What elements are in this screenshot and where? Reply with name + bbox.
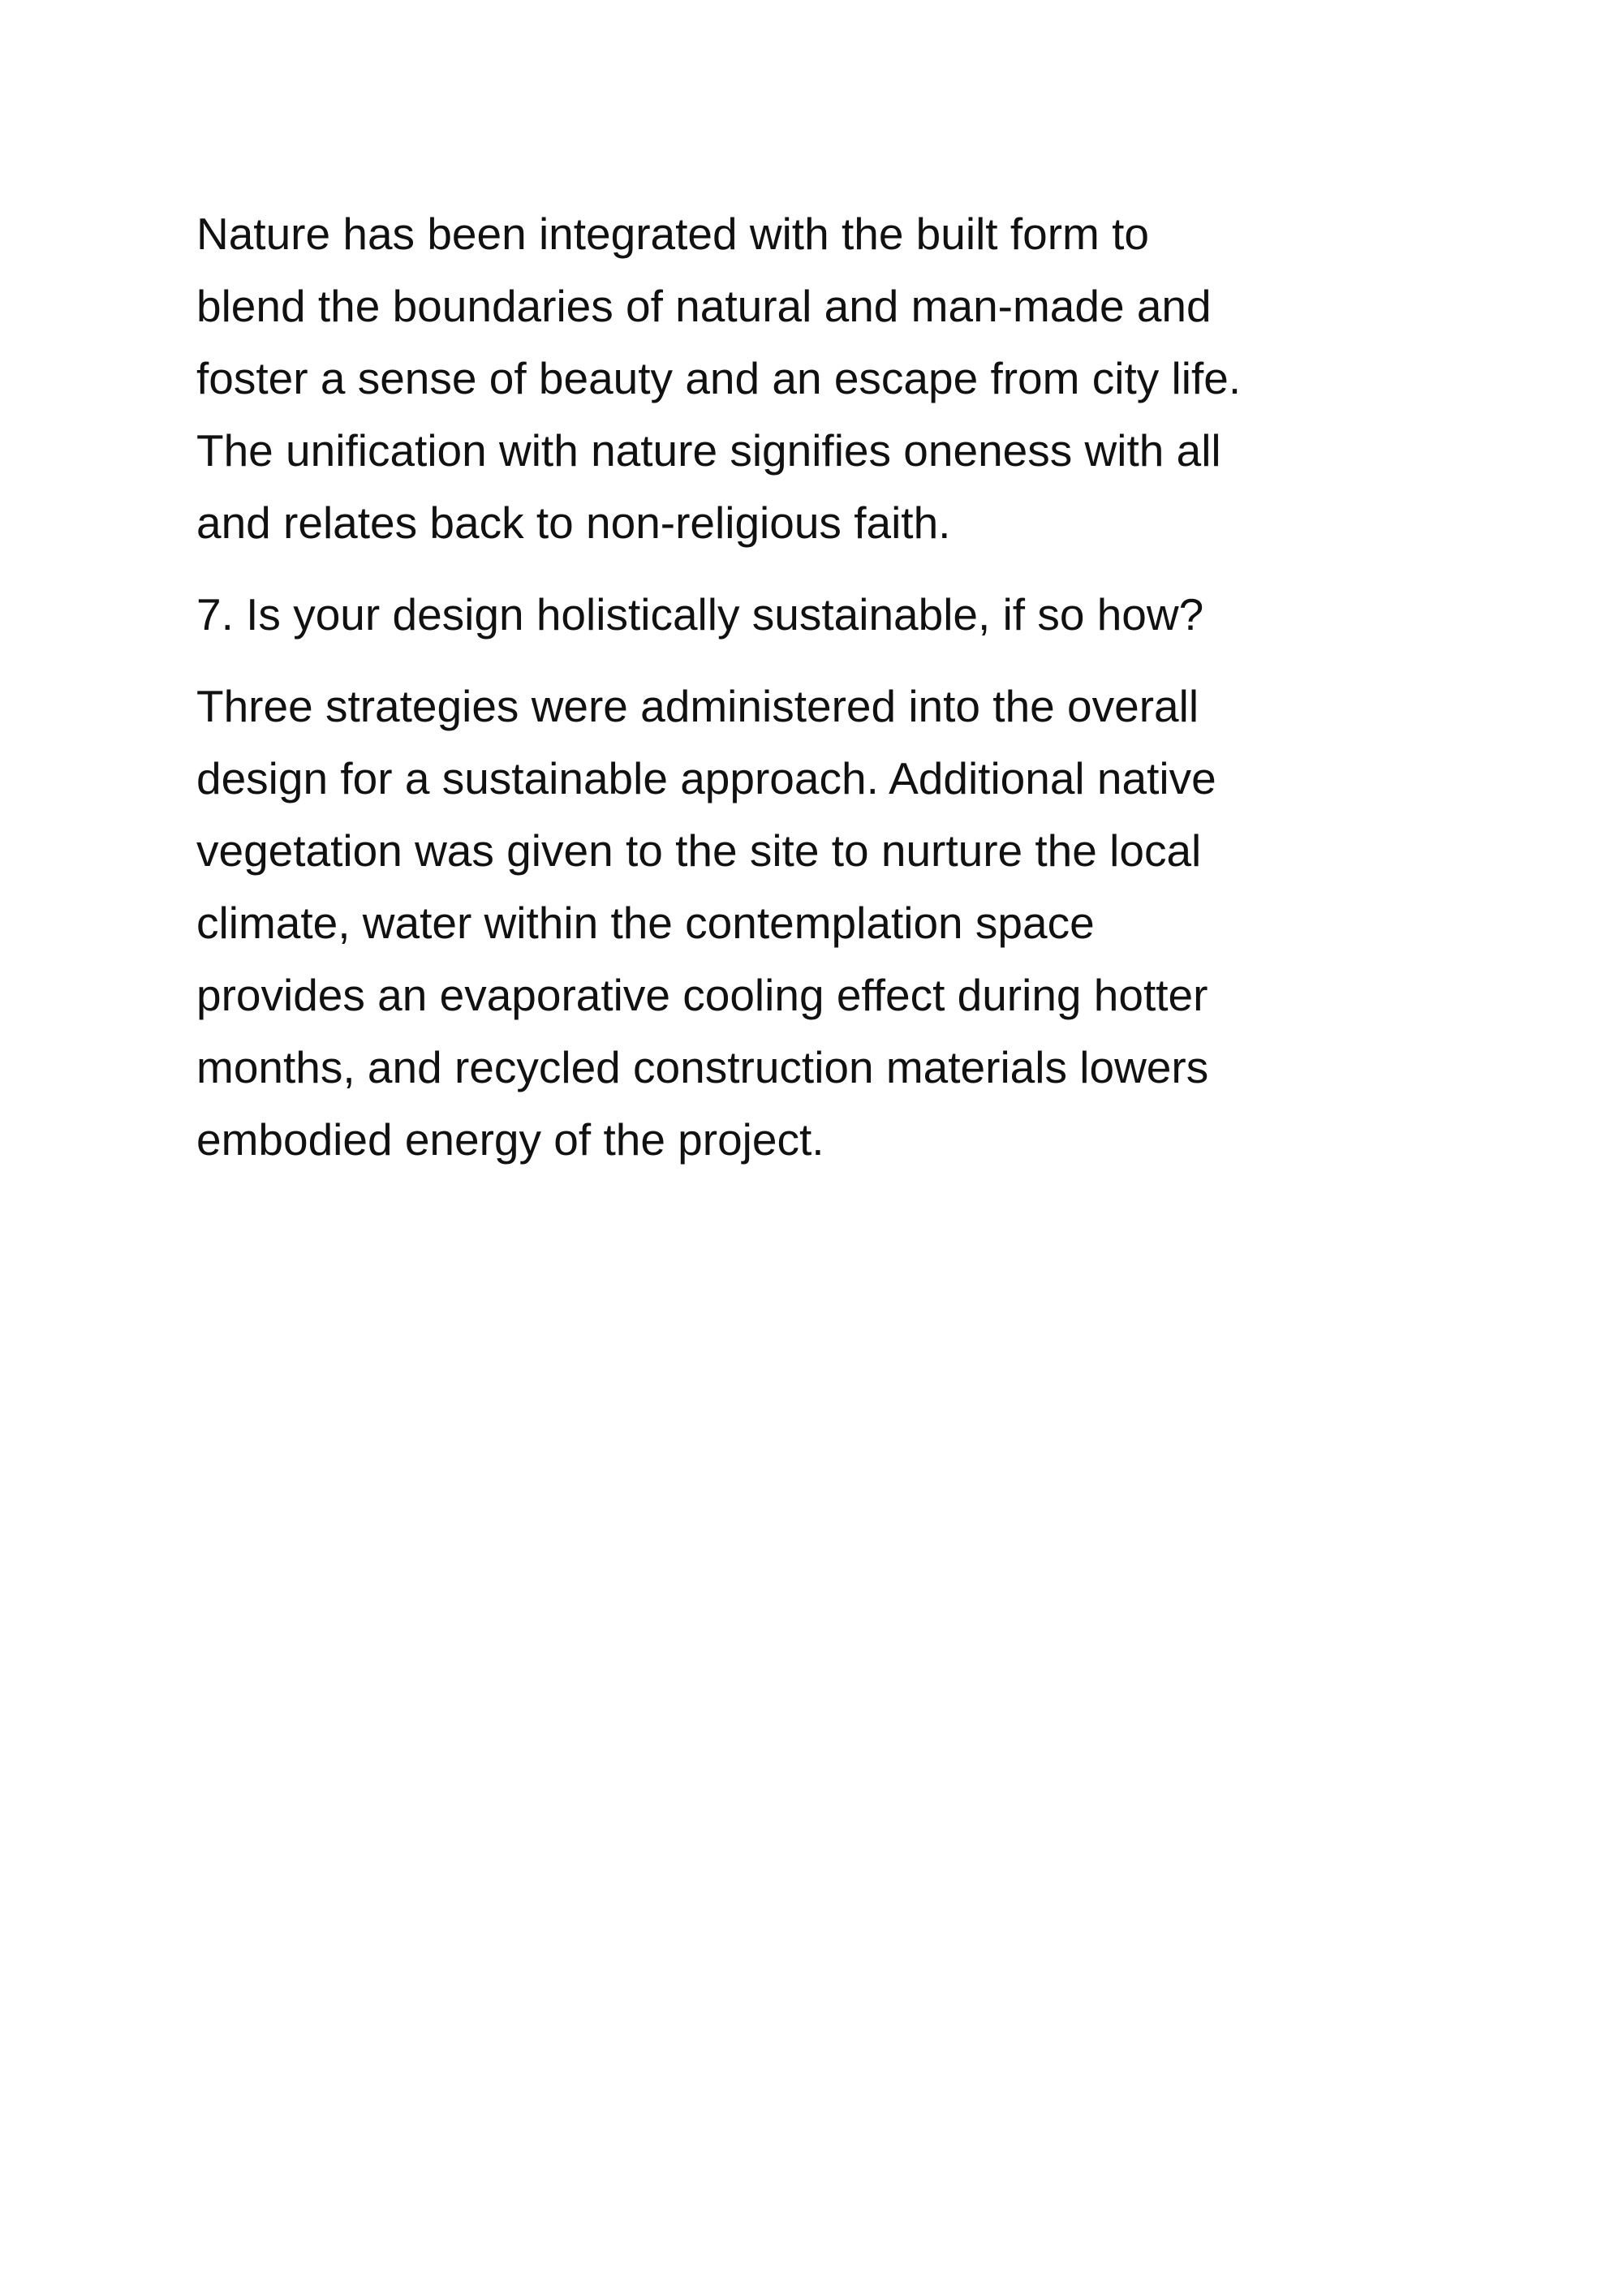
text-line: embodied energy of the project. <box>196 1114 824 1165</box>
text-line: The unification with nature signifies oneness with all <box>196 425 1221 476</box>
text-line: and relates back to non-religious faith. <box>196 498 951 548</box>
text-line: Three strategies were administered into the overall <box>196 681 1199 731</box>
question-heading <box>196 579 1430 651</box>
text-line: Nature has been integrated with the built form to <box>196 209 1150 259</box>
paragraph-nature <box>196 198 1430 559</box>
text-line: blend the boundaries of natural and man-made and <box>196 281 1212 331</box>
text-line: design for a sustainable approach. Additional native <box>196 753 1216 803</box>
text-line: provides an evaporative cooling effect during hotter <box>196 970 1208 1020</box>
paragraph-sustainability <box>196 670 1430 1176</box>
text-line: months, and recycled construction materials lowers <box>196 1042 1209 1092</box>
document-body <box>196 198 1430 1176</box>
text-line: 7. Is your design holistically sustainable, if so how? <box>196 589 1204 640</box>
text-line: vegetation was given to the site to nurture the local <box>196 825 1202 876</box>
text-line: foster a sense of beauty and an escape from city life. <box>196 353 1242 403</box>
text-line: climate, water within the contemplation space <box>196 898 1095 948</box>
